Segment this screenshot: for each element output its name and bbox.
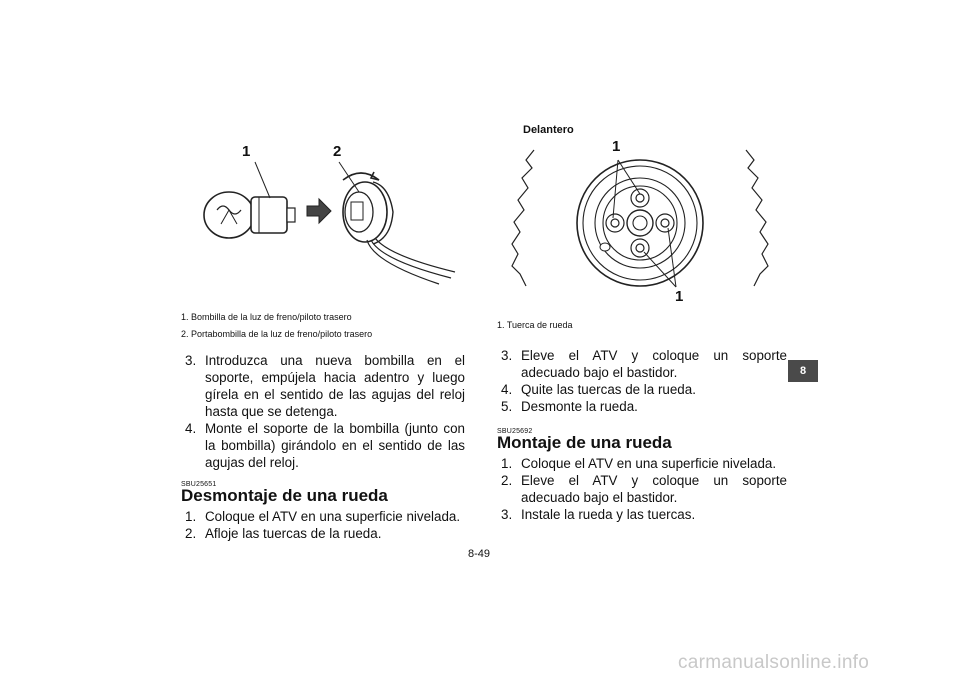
watermark: carmanualsonline.info [678,652,870,673]
step-number: 2. [501,473,513,488]
left-section-steps [181,508,465,542]
wheel-figure [500,120,790,310]
list-item [181,352,465,420]
wheel-caption [497,317,573,334]
section-heading: Montaje de una rueda [497,433,672,452]
section-heading: Desmontaje de una rueda [181,486,388,505]
caption-line: 1. Tuerca de rueda [497,320,573,330]
list-item [497,506,787,523]
chapter-tab: 8 [788,360,818,382]
section-code: SBU25692 [497,428,533,435]
list-item [497,381,787,398]
right-steps [497,347,787,415]
step-number: 3. [185,353,197,368]
caption-line: 1. Bombilla de la luz de freno/piloto trasero [181,312,352,322]
list-item [497,398,787,415]
left-steps [181,352,465,471]
step-number: 2. [185,526,197,541]
step-text: Eleve el ATV y coloque un soporte adecuado bajo el bastidor. [521,473,787,505]
section-code: SBU25651 [181,481,217,488]
bulb-caption [181,309,372,343]
list-item [497,472,787,506]
step-text: Afloje las tuercas de la rueda. [205,526,382,541]
list-item [497,347,787,381]
step-number: 1. [501,456,513,471]
list-item [181,525,465,542]
step-text: Quite las tuercas de la rueda. [521,382,696,397]
step-text: Monte el soporte de la bombilla (junto con la bombilla) girándolo en el sentido de las agujas del reloj. [205,421,465,470]
step-number: 5. [501,399,513,414]
step-number: 4. [185,421,197,436]
callout-1: 1 [242,143,251,160]
figure-title: Delantero [523,124,574,136]
right-section-steps [497,455,787,523]
bulb-illustration [195,140,470,300]
step-text: Introduzca una nueva bombilla en el soporte, empújela hacia adentro y luego gírela en el sentido de las agujas del reloj hasta que se detenga. [205,353,465,419]
step-number: 3. [501,507,513,522]
bulb-figure [195,140,470,300]
caption-line: 2. Portabombilla de la luz de freno/piloto trasero [181,329,373,339]
list-item [181,420,465,471]
page-number: 8-49 [468,548,491,560]
callout-1-top: 1 [612,138,621,155]
step-text: Instale la rueda y las tuercas. [521,507,696,522]
wheel-illustration [500,120,790,310]
step-text: Coloque el ATV en una superficie nivelada. [521,456,777,471]
list-item [497,455,787,472]
step-text: Desmonte la rueda. [521,399,638,414]
list-item [181,508,465,525]
step-number: 1. [185,509,197,524]
callout-1-bottom: 1 [675,288,684,305]
step-text: Coloque el ATV en una superficie nivelada. [205,509,461,524]
step-number: 4. [501,382,513,397]
step-text: Eleve el ATV y coloque un soporte adecuado bajo el bastidor. [521,348,787,380]
step-number: 3. [501,348,513,363]
callout-2: 2 [333,143,342,160]
